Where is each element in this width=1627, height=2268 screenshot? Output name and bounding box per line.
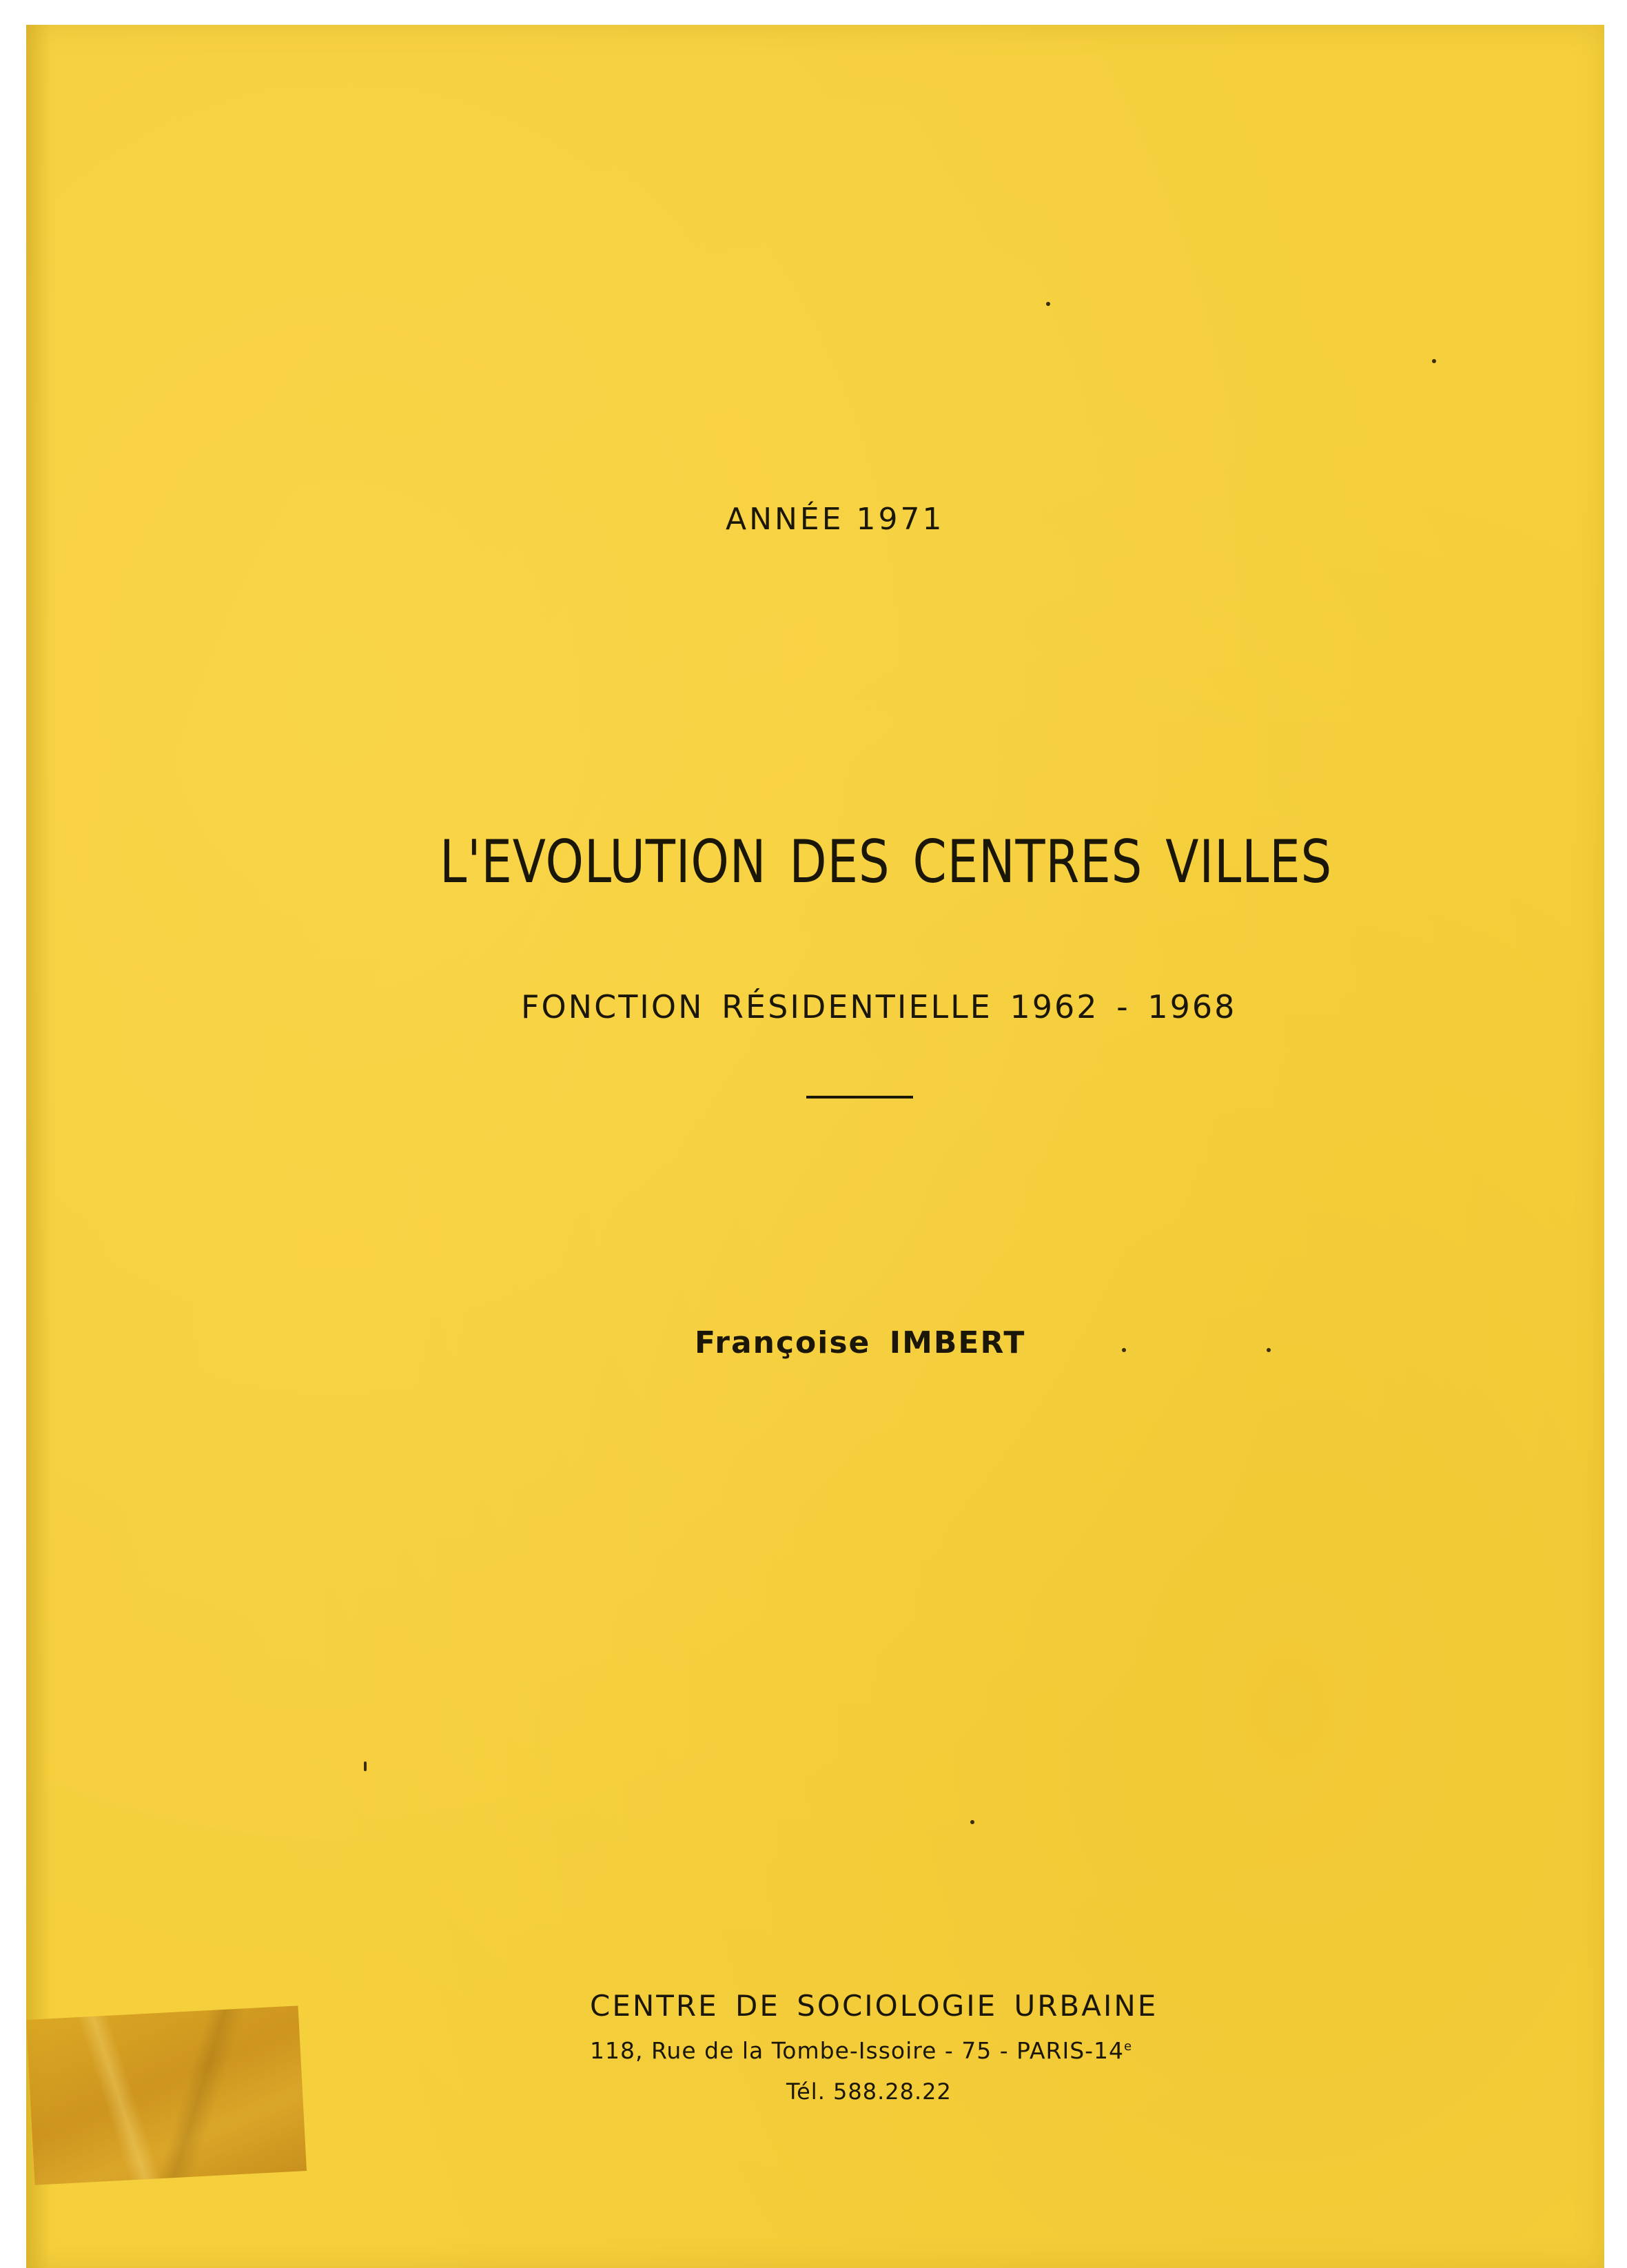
publisher-phone: Tél. 588.28.22 xyxy=(786,2078,952,2105)
paper-speck xyxy=(1432,359,1436,363)
paper-speck xyxy=(1122,1348,1126,1352)
tape-crease xyxy=(26,2005,307,2185)
title-divider xyxy=(806,1096,913,1099)
year-line: ANNÉE 1971 xyxy=(726,502,945,537)
publisher-address xyxy=(590,2037,1210,2064)
paper-speck xyxy=(1046,302,1050,306)
paper-speck xyxy=(364,1761,367,1771)
page-spine-edge xyxy=(26,25,51,2268)
publisher-name: CENTRE DE SOCIOLOGIE URBAINE xyxy=(590,1989,1158,2023)
document-title: L'EVOLUTION DES CENTRES VILLES xyxy=(440,828,1333,897)
paper-speck xyxy=(1267,1348,1271,1352)
paper-speck xyxy=(970,1820,974,1824)
document-subtitle: FONCTION RÉSIDENTIELLE 1962 - 1968 xyxy=(521,988,1237,1025)
adhesive-tape-patch xyxy=(26,2005,307,2185)
publisher-address-text: 118, Rue de la Tombe-Issoire - 75 - PARIS-14 xyxy=(590,2037,1125,2064)
document-cover xyxy=(26,25,1604,2268)
publisher-address-sup: e xyxy=(1124,2039,1133,2054)
author-name: Françoise IMBERT xyxy=(695,1325,1026,1360)
